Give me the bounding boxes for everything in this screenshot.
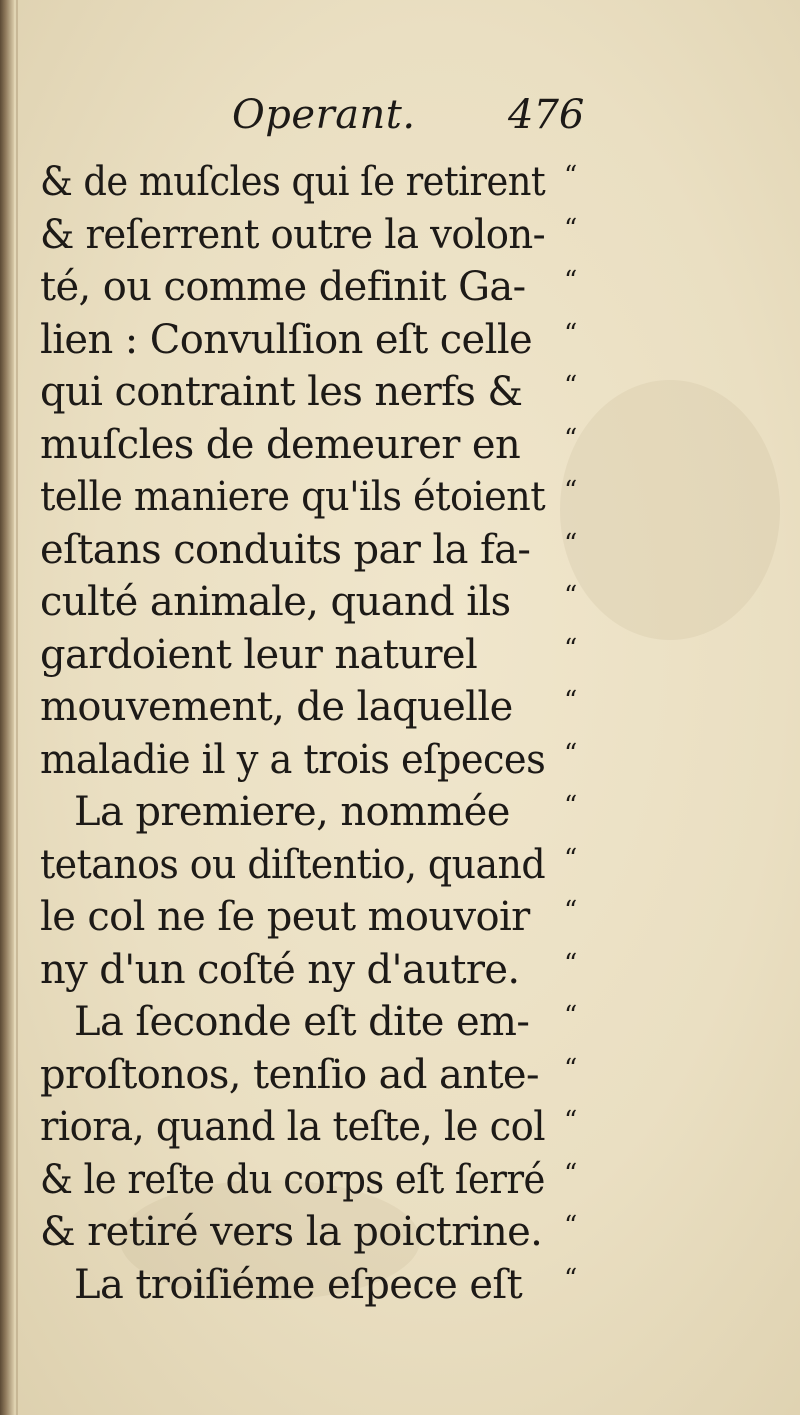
- text-line: [40, 576, 640, 629]
- quotation-mark: “: [564, 1158, 578, 1189]
- quotation-mark: “: [564, 476, 578, 506]
- line-text: La troiſiéme eſpece eſt: [74, 1261, 523, 1308]
- line-text: ny d'un coſté ny d'autre.: [40, 946, 520, 993]
- text-line: [40, 1206, 640, 1259]
- text-line: [40, 419, 640, 472]
- text-line: [40, 996, 640, 1049]
- quotation-mark: “: [564, 528, 578, 559]
- page-number: 476: [508, 92, 585, 138]
- line-text: proſtonos, tenſio ad ante-: [40, 1051, 539, 1098]
- text-line: [40, 471, 640, 524]
- line-text: gardoient leur naturel: [40, 631, 478, 678]
- line-text: & reſerrent outre la volon-: [40, 211, 546, 258]
- text-line: [40, 261, 640, 314]
- line-text: & retiré vers la poictrine.: [40, 1209, 543, 1255]
- quotation-mark: “: [564, 1106, 578, 1136]
- text-line: [40, 524, 640, 577]
- text-line: [40, 366, 640, 419]
- quotation-mark: “: [564, 1211, 578, 1241]
- quotation-mark: “: [564, 738, 578, 769]
- quotation-mark: “: [564, 161, 578, 191]
- line-text: La ſeconde eſt dite em-: [74, 999, 530, 1045]
- quotation-mark: “: [564, 1053, 578, 1084]
- text-line: [40, 734, 640, 787]
- quotation-mark: “: [564, 791, 578, 821]
- quotation-mark: “: [564, 1001, 578, 1031]
- line-text: mouvement, de laquelle: [40, 684, 513, 730]
- text-line: [40, 1101, 640, 1154]
- text-line: [40, 944, 640, 997]
- line-text: muſcles de demeurer en: [40, 421, 521, 468]
- quotation-mark: “: [564, 423, 578, 454]
- text-line: [40, 891, 640, 944]
- text-line: [40, 1259, 640, 1312]
- quotation-mark: “: [564, 843, 578, 874]
- quotation-mark: “: [564, 581, 578, 611]
- line-text: & de muſcles qui ſe retirent: [40, 159, 546, 205]
- quotation-mark: “: [564, 1263, 578, 1294]
- text-line: [40, 786, 640, 839]
- line-text: & le reſte du corps eſt ſerré: [40, 1156, 545, 1203]
- line-text: lien : Convulſion eſt celle: [40, 316, 533, 363]
- quotation-mark: “: [564, 896, 578, 926]
- quotation-mark: “: [564, 948, 578, 979]
- quotation-mark: “: [564, 213, 578, 244]
- text-line: [40, 839, 640, 892]
- text-line: [40, 1049, 640, 1102]
- body-text: [40, 156, 640, 1311]
- text-line: [40, 209, 640, 262]
- quotation-mark: “: [564, 266, 578, 296]
- text-line: [40, 314, 640, 367]
- line-text: eſtans conduits par la fa-: [40, 526, 531, 573]
- line-text: riora, quand la teſte, le col: [40, 1104, 545, 1150]
- line-text: le col ne ſe peut mouvoir: [40, 894, 530, 940]
- page-gutter: [0, 0, 14, 1415]
- line-text: culté animale, quand ils: [40, 579, 511, 625]
- text-line: [40, 156, 640, 209]
- line-text: telle maniere qu'ils étoient: [40, 474, 546, 520]
- text-line: [40, 1154, 640, 1207]
- line-text: La premiere, nommée: [74, 789, 510, 835]
- running-head: Operant.: [232, 92, 416, 138]
- page-header: [0, 92, 800, 152]
- text-line: [40, 681, 640, 734]
- quotation-mark: “: [564, 633, 578, 664]
- gutter-edge-line: [16, 0, 18, 1415]
- quotation-mark: “: [564, 371, 578, 401]
- quotation-mark: “: [564, 686, 578, 716]
- text-line: [40, 629, 640, 682]
- line-text: maladie il y a trois eſpeces: [40, 736, 546, 783]
- line-text: qui contraint les nerfs &: [40, 369, 523, 415]
- quotation-mark: “: [564, 318, 578, 349]
- line-text: té, ou comme definit Ga-: [40, 264, 526, 310]
- line-text: tetanos ou diſtentio, quand: [40, 841, 546, 888]
